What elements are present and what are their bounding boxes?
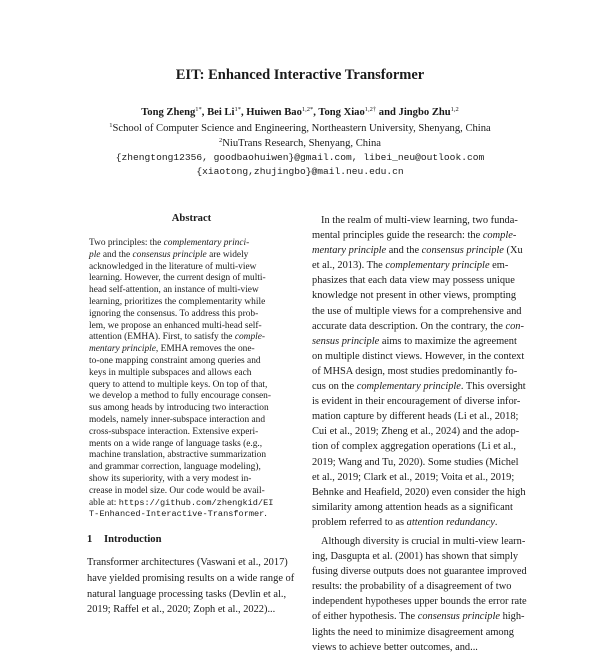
text-line: fusing diverse outputs does not guarantee improved bbox=[312, 566, 527, 578]
author: Bei $Li^{1*}$, bbox=[207, 106, 247, 118]
text-line: phasizes that each data view may possess unique bbox=[312, 275, 515, 287]
author: Tong Zheng$^{1*}$, bbox=[141, 106, 208, 118]
text-line: crease in model size. Our code would be avail- bbox=[89, 485, 265, 496]
text-line: lem, we propose an enhanced multi-head self- bbox=[89, 320, 262, 331]
text-line: acknowledged in the literature of multi-view bbox=[89, 261, 257, 272]
text-line: et al., 2019; Clark et al., 2019; Voita et al., 2019; bbox=[312, 471, 515, 483]
left-column bbox=[87, 212, 296, 618]
text-line: show its superiority, with a very modest in- bbox=[89, 473, 252, 484]
text-line: 2019; Raffel et al., 2020; Zoph et al., 2022)... bbox=[87, 604, 276, 616]
text-line: similarity among attention heads as a significant bbox=[312, 501, 513, 513]
affiliation: $^1$School of Computer Science and Engineering, Northeastern University, Shenyang, China bbox=[109, 122, 491, 134]
section-number: 1 bbox=[87, 534, 93, 546]
text-line: the use of multiple views for a comprehensive and bbox=[312, 305, 522, 317]
text-line: sus among heads by introducing two interaction bbox=[89, 403, 269, 414]
text-line: head self-attention, an instance of multi-view bbox=[89, 285, 259, 296]
text-line: ple and the consensus principle are widely bbox=[89, 249, 249, 260]
text-line: et al., 2013). The complementary principle em- bbox=[312, 260, 509, 272]
text-line: able at: https://github.com/zhengkid/EI bbox=[89, 497, 274, 508]
text-line: views to achieve better outcomes, and... bbox=[312, 641, 478, 653]
author-email: {zhengtong12356, goodbaohuiwen}@gmail.com, libei_neu@outlook.com bbox=[115, 152, 485, 163]
text-line: keys in multiple subspaces and allows each bbox=[89, 367, 252, 378]
text-line: 2019; Wang and Tu, 2020). Some studies (Michel bbox=[312, 456, 519, 468]
text-line: ignoring the consensus. To address this prob- bbox=[89, 308, 259, 319]
text-line: Two principles: the complementary princi- bbox=[89, 238, 250, 248]
text-line: Cui et al., 2019; Zheng et al., 2024) and the adop- bbox=[312, 426, 520, 438]
text-line: mentary principle and the consensus principle (Xu bbox=[312, 245, 523, 257]
author: Tong Xiao$^{1,2\dagger}$ and bbox=[318, 106, 399, 118]
text-line: Although diversity is crucial in multi-view learn- bbox=[321, 535, 526, 547]
right-column bbox=[312, 213, 534, 655]
abstract-heading: Abstract bbox=[171, 213, 212, 224]
text-line: tion of complex aggregation operations (Li et al., bbox=[312, 441, 516, 453]
text-line: accurate data description. On the contrary, the con- bbox=[312, 320, 524, 332]
text-line: mation capture by different heads (Li et al., 2018; bbox=[312, 411, 519, 423]
text-line: attention (EMHA). First, to satisfy the comple- bbox=[89, 332, 266, 343]
text-line: is evident in their encouragement of diverse infor- bbox=[312, 396, 521, 408]
paragraph bbox=[312, 534, 534, 655]
author-list bbox=[0, 103, 600, 120]
paper-title: EIT: Enhanced Interactive Transformer bbox=[175, 67, 425, 83]
text-line: results: the probability of a disagreement of two bbox=[312, 581, 512, 593]
text-line: machine translation, abstractive summarization bbox=[89, 450, 267, 461]
text-line: knowledge not present in other views, prompting bbox=[312, 290, 517, 302]
text-line: natural language processing tasks (Devlin et al., bbox=[87, 588, 287, 600]
text-line: sensus principle aims to maximize the agreement bbox=[312, 335, 517, 347]
text-line: problem referred to as attention redundancy. bbox=[312, 516, 498, 528]
text-line: mental principles guide the research: the comple- bbox=[312, 230, 517, 242]
text-line: mentary principle, EMHA removes the one- bbox=[89, 344, 255, 355]
text-line: we develop a method to fully encourage consen- bbox=[89, 391, 271, 402]
abstract-body bbox=[87, 238, 296, 521]
text-line: ments on a wide range of language tasks (e.g., bbox=[89, 438, 263, 449]
text-line: learning. However, the current design of multi- bbox=[89, 273, 266, 284]
section-title: Introduction bbox=[104, 534, 162, 546]
text-line: independent hypotheses upper bounds the error rate bbox=[312, 596, 527, 608]
text-line: on multiple distinct views. However, in the context bbox=[312, 350, 525, 362]
intro-body bbox=[87, 555, 296, 618]
text-line: models, namely inner-subspace interaction and bbox=[89, 414, 266, 425]
affiliation: $^2$NiuTrans Research, Shenyang, China bbox=[218, 137, 382, 149]
text-line: to-one mapping constraint among queries and bbox=[89, 355, 261, 366]
author-email: {xiaotong,zhujingbo}@mail.neu.edu.cn bbox=[196, 166, 404, 177]
paragraph bbox=[312, 213, 534, 530]
text-line: Behnke and Heafield, 2020) even consider the high bbox=[312, 486, 526, 498]
text-line: and grammar correction, language modeling), bbox=[89, 462, 261, 473]
text-line: lights the need to minimize disagreement among bbox=[312, 626, 514, 638]
section-heading bbox=[87, 533, 296, 547]
text-line: ing, Dasgupta et al. (2001) has shown that simply bbox=[312, 551, 519, 563]
text-line: T-Enhanced-Interactive-Transformer. bbox=[89, 509, 267, 520]
text-line: have yielded promising results on a wide range of bbox=[87, 572, 295, 584]
text-line: of MHSA design, most studies predominantly fo- bbox=[312, 365, 518, 377]
text-line: learning, prioritizes the complementarity while bbox=[89, 296, 266, 307]
text-line: query to attend to multiple keys. On top of that, bbox=[89, 379, 268, 390]
text-line: cus on the complementary principle. This oversight bbox=[312, 381, 526, 393]
author: Jingbo Zhu$^{1,2}$ bbox=[398, 106, 459, 118]
author: Huiwen Bao$^{1,2*}$, bbox=[246, 106, 319, 118]
text-line: cross-subspace interaction. Extensive experi- bbox=[89, 426, 259, 437]
text-line: of either hypothesis. The consensus principle high- bbox=[312, 611, 525, 623]
text-line: In the realm of multi-view learning, two funda- bbox=[321, 215, 518, 226]
text-line: Transformer architectures (Vaswani et al., 2017) bbox=[87, 557, 288, 569]
